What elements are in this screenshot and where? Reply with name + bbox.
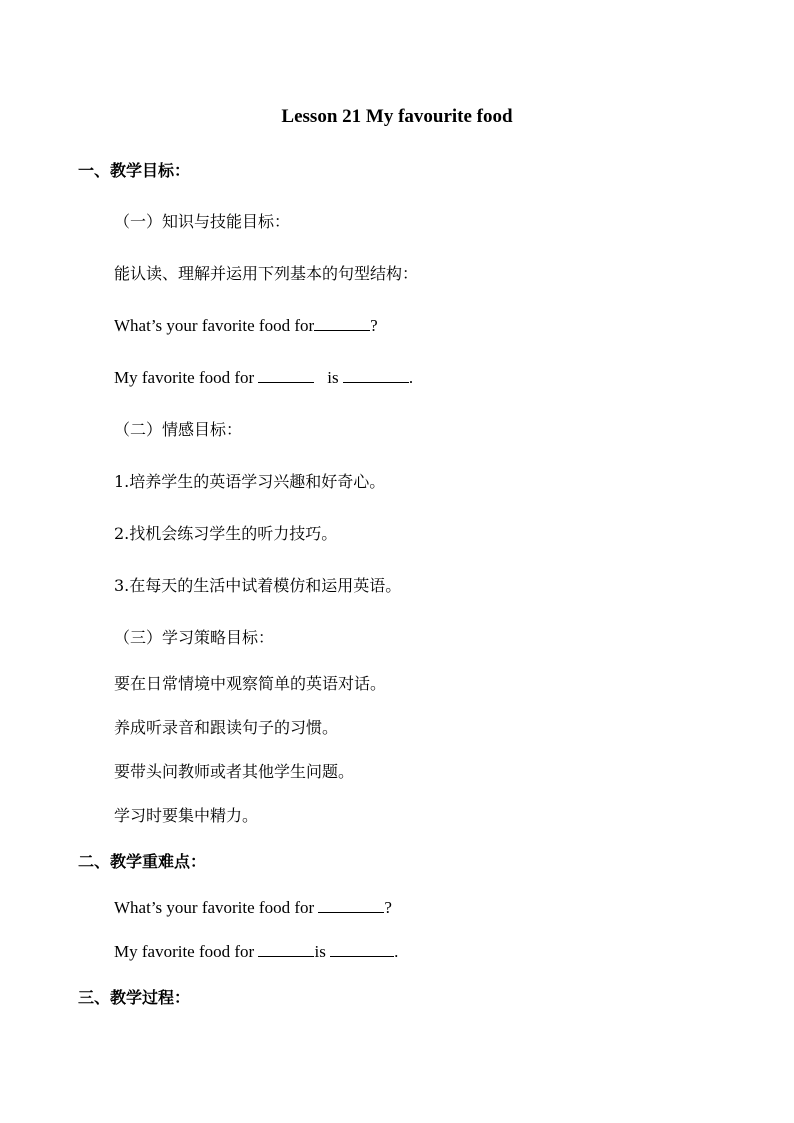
subheading-knowledge-skills: （一）知识与技能目标： [114,212,291,231]
pattern-text: My favorite food for [114,942,255,961]
sentence-pattern-2 [114,367,413,389]
list-item: 3.在每天的生活中试着模仿和运用英语。 [114,576,402,595]
fill-blank [314,315,370,331]
pattern-punctuation: ? [370,316,378,335]
list-item: 要带头问教师或者其他学生问题。 [114,762,355,781]
pattern-text: What’s your favorite food for [114,898,315,917]
fill-blank [343,367,409,383]
section-heading-process: 三、教学过程： [78,988,191,1007]
subheading-emotional: （二）情感目标： [114,420,243,439]
section-heading-objectives: 一、教学目标： [78,161,191,180]
fill-blank [318,897,384,913]
pattern-text: is [327,368,339,387]
list-item: 要在日常情境中观察简单的英语对话。 [114,674,387,693]
intro-text: 能认读、理解并运用下列基本的句型结构： [114,264,419,283]
sentence-pattern-1 [114,897,392,919]
page-title: Lesson 21 My favourite food [281,106,513,127]
fill-blank [258,941,314,957]
list-item: 养成听录音和跟读句子的习惯。 [114,718,339,737]
pattern-punctuation: . [408,368,414,387]
subheading-strategies: （三）学习策略目标： [114,628,275,647]
sentence-pattern-2 [114,941,398,963]
pattern-text: My favorite food for [114,368,255,387]
pattern-punctuation: . [394,942,399,961]
fill-blank [258,367,314,383]
list-item: 学习时要集中精力。 [114,806,259,825]
fill-blank [330,941,394,957]
section-heading-key-points: 二、教学重难点： [78,852,207,871]
list-item: 2.找机会练习学生的听力技巧。 [114,524,338,543]
sentence-pattern-1 [114,315,378,337]
pattern-punctuation: ? [384,898,392,917]
list-item: 1.培养学生的英语学习兴趣和好奇心。 [114,472,386,491]
pattern-text: What’s your favorite food for [114,316,315,335]
pattern-text: is [314,942,326,961]
